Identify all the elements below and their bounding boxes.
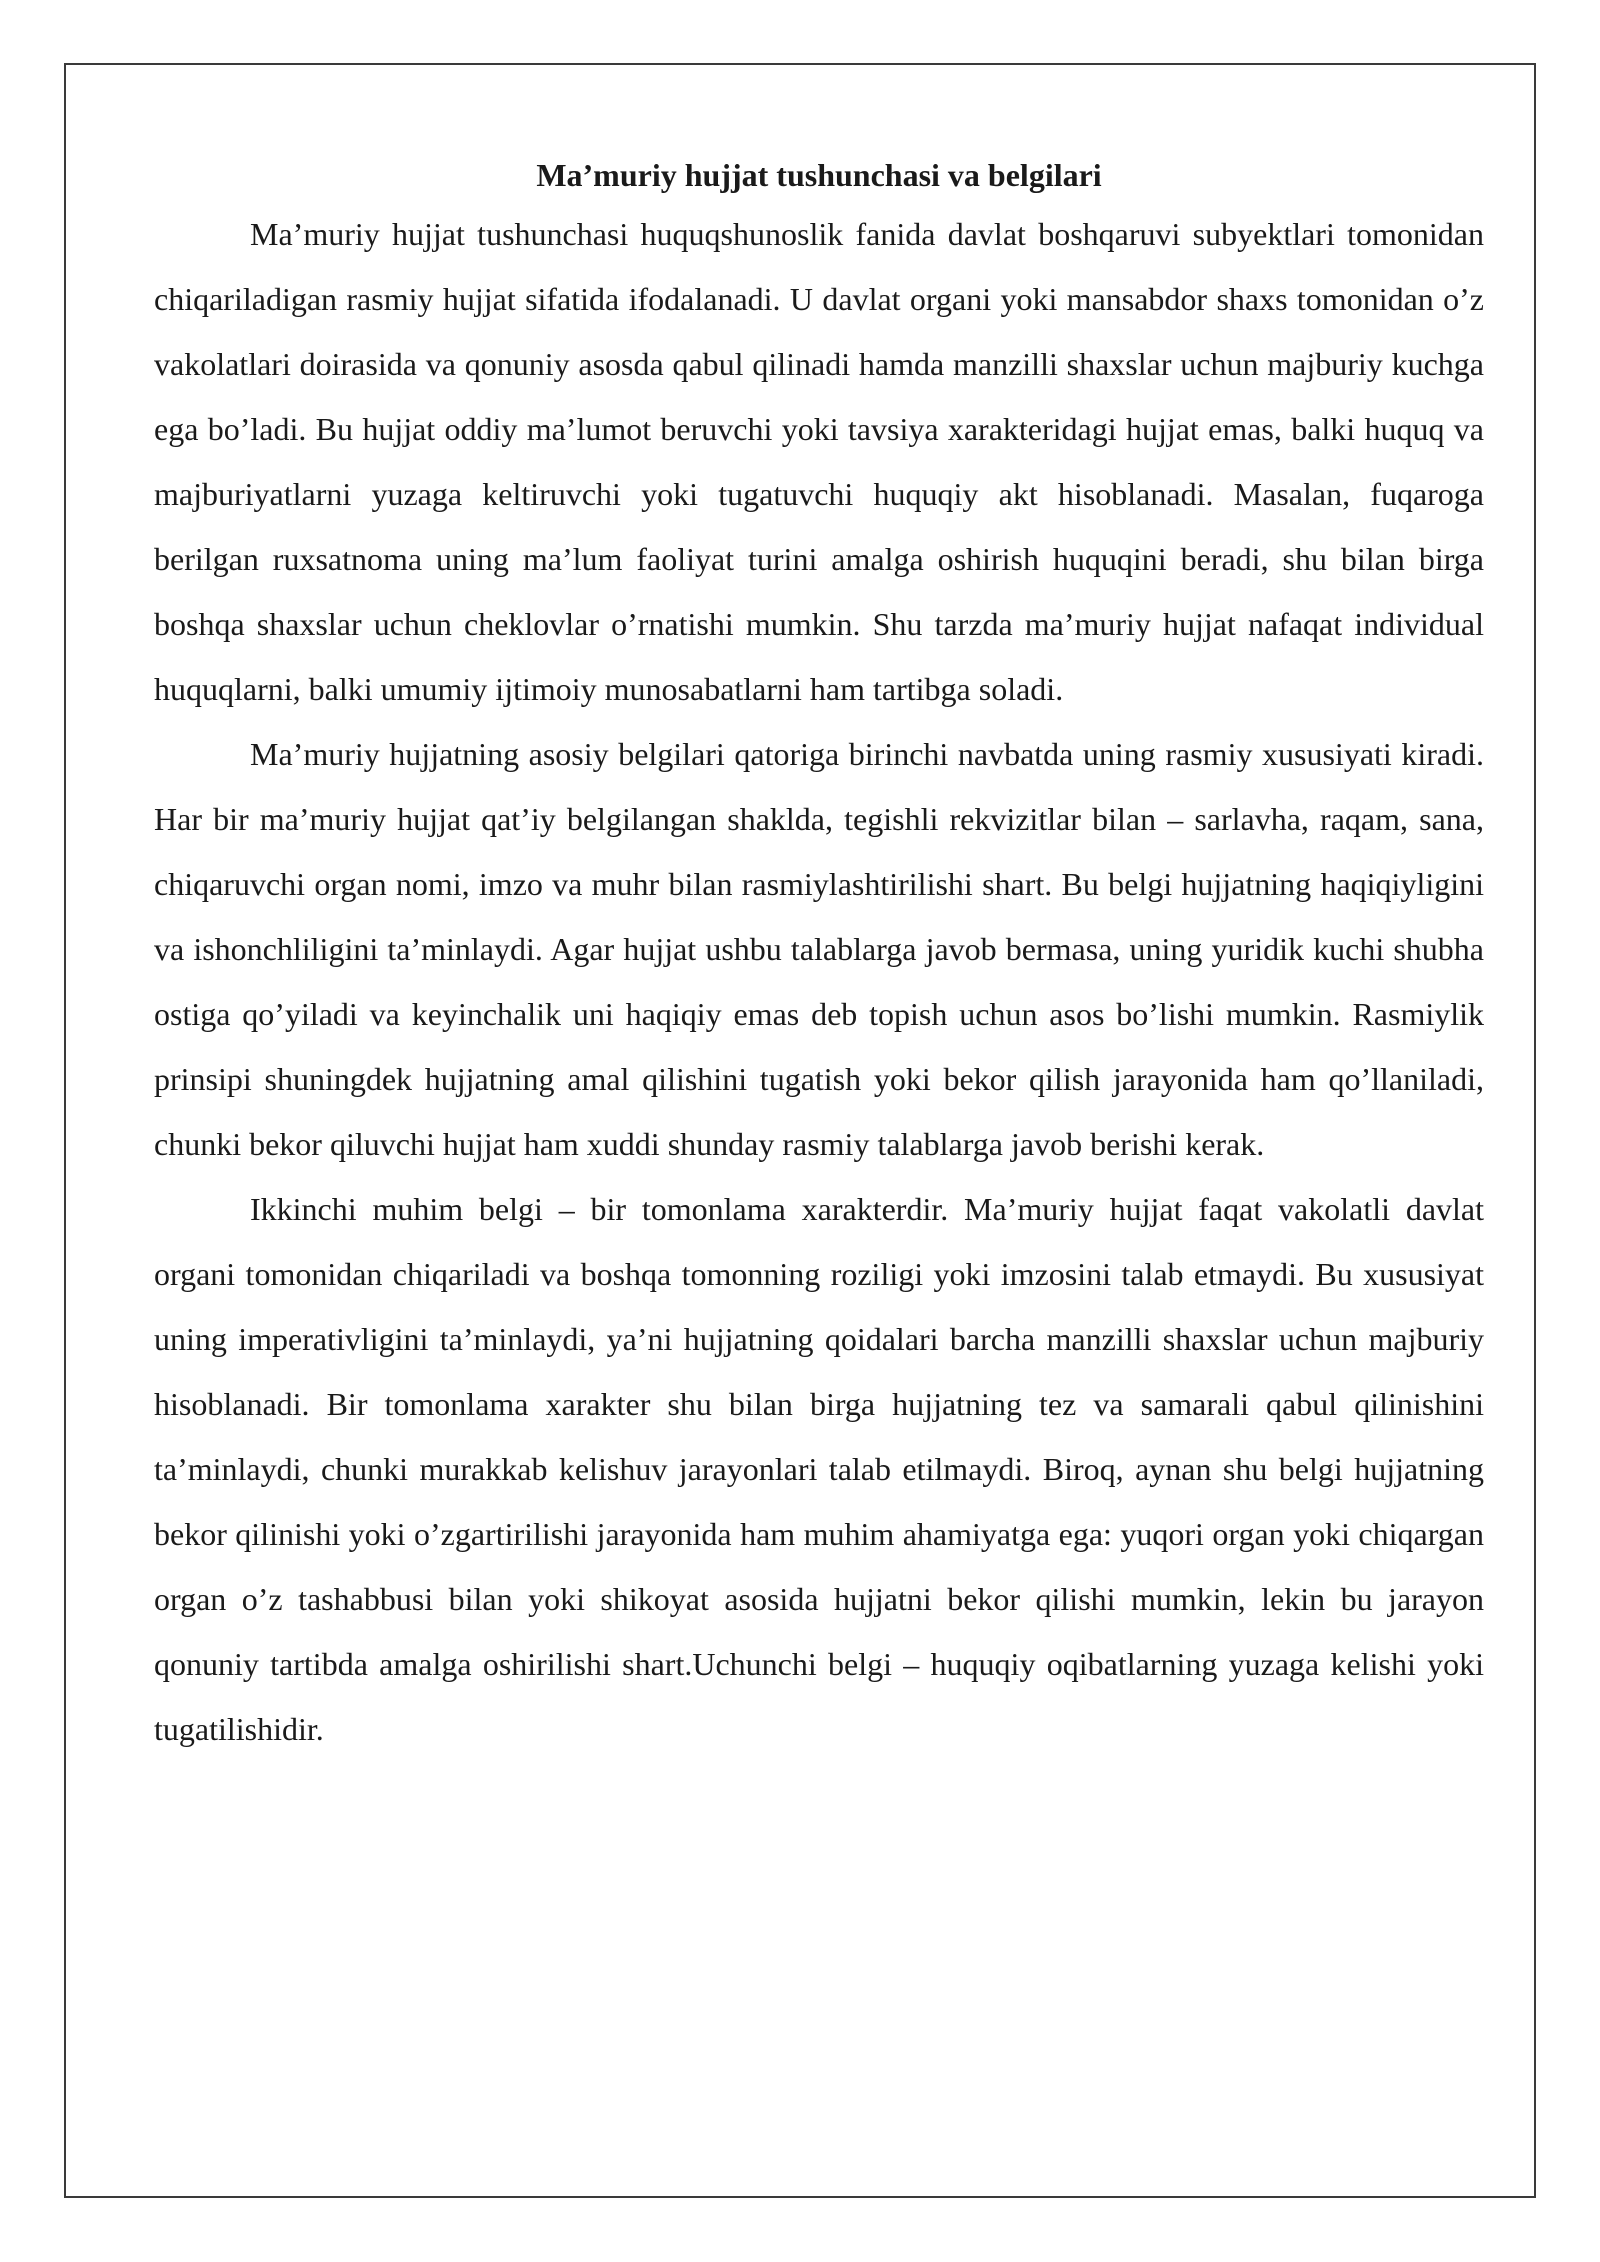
paragraph-unilateral-nature: Ikkinchi muhim belgi – bir tomonlama xarakterdir. Ma’muriy hujjat faqat vakolatli davlat organi tomonidan chiqariladi va boshqa tomonning roziligi yoki imzosini talab etmaydi. Bu xususiyat uning imperativligini ta’minlaydi, ya’ni hujjatning qoidalari barcha manzilli shaxslar uchun majburiy hisoblanadi. Bir tomonlama xarakter shu bilan birga hujjatning tez va samarali qabul qilinishini ta’minlaydi, chunki murakkab kelishuv jarayonlari talab etilmaydi. Biroq, aynan shu belgi hujjatning bekor qilinishi yoki o’zgartirilishi jarayonida ham muhim ahamiyatga ega: yuqori organ yoki chiqargan organ o’z tashabbusi bilan yoki shikoyat asosida hujjatni bekor qilishi mumkin, lekin bu jarayon qonuniy tartibda amalga oshirilishi shart.Uchunchi belgi – huquqiy oqibatlarning yuzaga kelishi yoki tugatilishidir. bbox=[154, 1191, 1484, 1747]
paragraph-formal-nature: Ma’muriy hujjatning asosiy belgilari qatoriga birinchi navbatda uning rasmiy xususiyati kiradi. Har bir ma’muriy hujjat qat’iy belgilangan shaklda, tegishli rekvizitlar bilan – sarlavha, raqam, sana, chiqaruvchi organ nomi, imzo va muhr bilan rasmiylashtirilishi shart. Bu belgi hujjatning haqiqiyligini va ishonchliligini ta’minlaydi. Agar hujjat ushbu talablarga javob bermasa, uning yuridik kuchi shubha ostiga qo’yiladi va keyinchalik uni haqiqiy emas deb topish uchun asos bo’lishi mumkin. Rasmiylik prinsipi shuningdek hujjatning amal qilishini tugatish yoki bekor qilish jarayonida ham qo’llaniladi, chunki bekor qiluvchi hujjat ham xuddi shunday rasmiy talablarga javob berishi kerak. bbox=[154, 736, 1484, 1162]
document-body bbox=[154, 150, 1484, 1762]
document-title: Ma’muriy hujjat tushunchasi va belgilari bbox=[536, 157, 1102, 193]
paragraph-definition: Ma’muriy hujjat tushunchasi huquqshunoslik fanida davlat boshqaruvi subyektlari tomonidan chiqariladigan rasmiy hujjat sifatida ifodalanadi. U davlat organi yoki mansabdor shaxs tomonidan o’z vakolatlari doirasida va qonuniy asosda qabul qilinadi hamda manzilli shaxslar uchun majburiy kuchga ega bo’ladi. Bu hujjat oddiy ma’lumot beruvchi yoki tavsiya xarakteridagi hujjat emas, balki huquq va majburiyatlarni yuzaga keltiruvchi yoki tugatuvchi huquqiy akt hisoblanadi. Masalan, fuqaroga berilgan ruxsatnoma uning ma’lum faoliyat turini amalga oshirish huquqini beradi, shu bilan birga boshqa shaxslar uchun cheklovlar o’rnatishi mumkin. Shu tarzda ma’muriy hujjat nafaqat individual huquqlarni, balki umumiy ijtimoiy munosabatlarni ham tartibga soladi. bbox=[154, 216, 1484, 707]
